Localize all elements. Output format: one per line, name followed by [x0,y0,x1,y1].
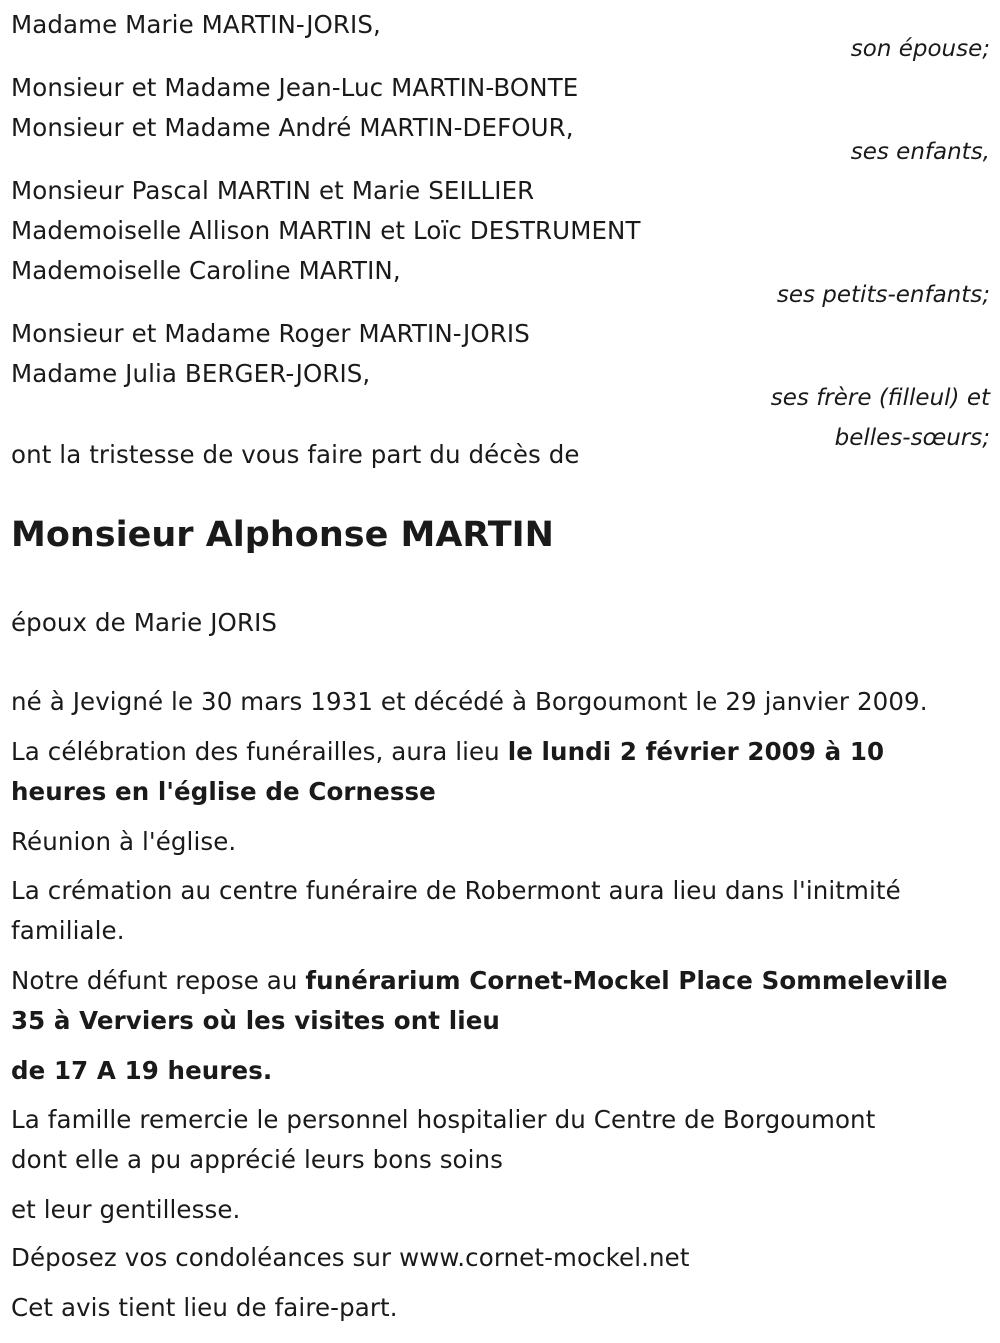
children-role: ses enfants, [850,139,990,165]
child-name: Monsieur et Madame Jean-Luc MARTIN-BONTE [11,73,579,102]
grandchildren-role: ses petits-enfants; [776,282,990,308]
siblings-role-line2: belles-sœurs; [834,425,990,451]
repose-line1 [11,961,948,1001]
meeting: Réunion à l'église. [11,827,237,856]
deceased-name: Monsieur Alphonse MARTIN [11,515,554,555]
birth-death: né à Jevigné le 30 mars 1931 et décédé à Borgoumont le 29 janvier 2009. [11,687,928,716]
condolences: Déposez vos condoléances sur www.cornet-mockel.net [11,1243,690,1272]
repose-place-cont: 35 à Verviers où les visites ont lieu [11,1006,500,1035]
funeral-location: heures en l'église de Cornesse [11,777,436,806]
grandchild-name: Monsieur Pascal MARTIN et Marie SEILLIER [11,176,535,205]
repose-hours [11,1051,272,1091]
funeral-line1 [11,732,884,772]
thanks-line3: et leur gentillesse. [11,1195,241,1224]
visiting-hours: de 17 A 19 heures. [11,1056,273,1085]
grandchild-name: Mademoiselle Caroline MARTIN, [11,256,401,285]
thanks-line1: La famille remercie le personnel hospitalier du Centre de Borgoumont [11,1105,876,1134]
funeral-line2 [11,772,436,812]
funeral-intro: La célébration des funérailles, aura lieu [11,737,508,766]
sibling-name: Monsieur et Madame Roger MARTIN-JORIS [11,319,530,348]
repose-intro: Notre défunt repose au [11,966,306,995]
thanks-line2: dont elle a pu apprécié leurs bons soins [11,1145,504,1174]
announcement: ont la tristesse de vous faire part du décès de [11,440,580,469]
spouse-name: Madame Marie MARTIN-JORIS, [11,10,381,39]
siblings-role-line1: ses frère (filleul) et [770,385,990,411]
repose-line2 [11,1001,500,1041]
repose-place: funérarium Cornet-Mockel Place Sommeleville [305,966,948,995]
cremation-line2: familiale. [11,916,125,945]
child-name: Monsieur et Madame André MARTIN-DEFOUR, [11,113,574,142]
spouse-role: son épouse; [850,36,990,62]
cremation-line1: La crémation au centre funéraire de Robermont aura lieu dans l'initmité [11,876,901,905]
notice: Cet avis tient lieu de faire-part. [11,1293,398,1322]
spouse-of: époux de Marie JORIS [11,608,278,637]
sibling-name: Madame Julia BERGER-JORIS, [11,359,371,388]
funeral-details: le lundi 2 février 2009 à 10 [507,737,885,766]
grandchild-name: Mademoiselle Allison MARTIN et Loïc DESTRUMENT [11,216,641,245]
